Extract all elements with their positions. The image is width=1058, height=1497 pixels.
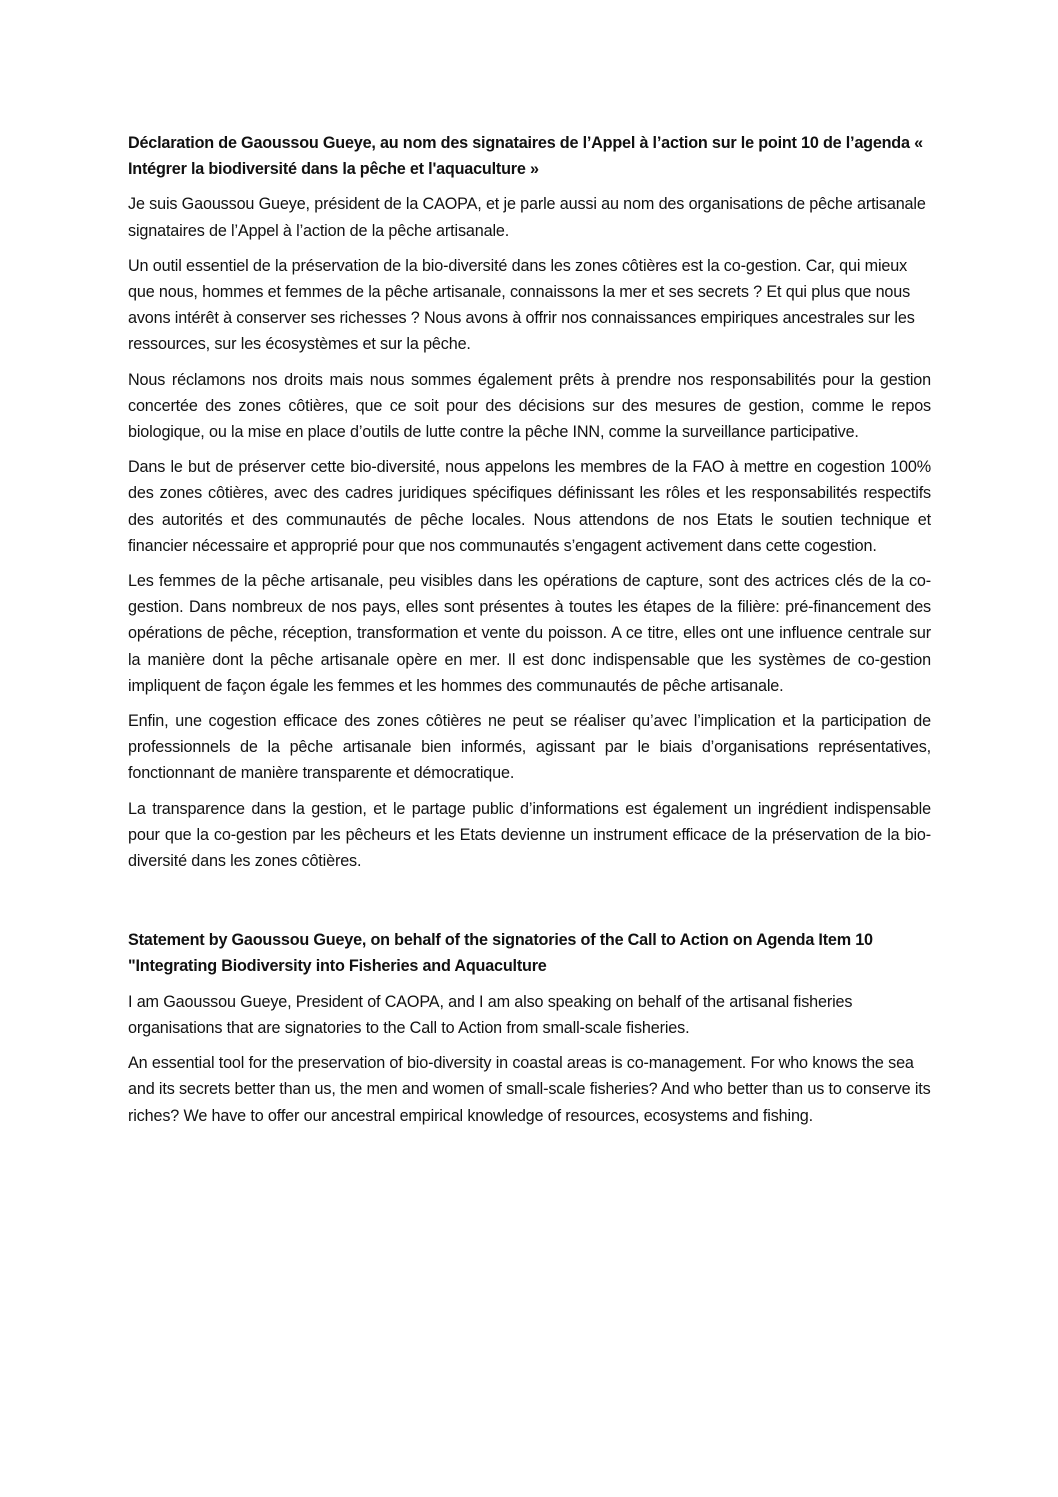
french-paragraph-7: La transparence dans la gestion, et le partage public d’informations est également un ingrédient indispensable pour que la co-gestion par les pêcheurs et les Etats devienne un instrument efficace de la préservation de la bio-diversité dans les zones côtières.: [128, 799, 931, 871]
french-paragraph-6: Enfin, une cogestion efficace des zones côtières ne peut se réaliser qu’avec l’implication et la participation de professionnels de la pêche artisanale bien informés, agissant par le biais d’organisations représentatives, fonctionnant de manière transparente et démocratique.: [128, 712, 931, 783]
french-paragraph-3: Nous réclamons nos droits mais nous sommes également prêts à prendre nos responsabilités pour la gestion concertée des zones côtières, que ce soit pour des décisions sur des mesures de gestion, comme le repos biologique, ou la mise en place d’outils de lutte contre la pêche INN, comme la surveillance participative.: [128, 370, 931, 442]
french-paragraph-2: Un outil essentiel de la préservation de la bio-diversité dans les zones côtières est la co-gestion. Car, qui mieux que nous, hommes et femmes de la pêche artisanale, connaissons la mer et ses secrets ? Et qui plus que nous avons intérêt à conserver ses richesses ? Nous avons à offrir nos connaissances empiriques ancestrales sur les ressources, sur les écosystèmes et sur la pêche.: [128, 256, 915, 354]
section-spacer: [128, 883, 931, 927]
french-paragraph-5: Les femmes de la pêche artisanale, peu visibles dans les opérations de capture, sont des actrices clés de la co-gestion. Dans nombreux de nos pays, elles sont présentes à toutes les étapes de la filière: pré-financement des opérations de pêche, réception, transformation et vente du poisson. A ce titre, elles ont une influence centrale sur la manière dont la pêche artisanale opère en mer. Il est donc indispensable que les systèmes de co-gestion impliquent de façon égale les femmes et les hommes des communautés de pêche artisanale.: [128, 572, 931, 695]
english-paragraph-1: I am Gaoussou Gueye, President of CAOPA, and I am also speaking on behalf of the artisanal fisheries organisations that are signatories to the Call to Action from small-scale fisheries.: [128, 992, 853, 1037]
french-heading: Déclaration de Gaoussou Gueye, au nom des signataires de l’Appel à l’action sur le point 10 de l’agenda « Intégrer la biodiversité dans la pêche et l'aquaculture »: [128, 134, 923, 179]
english-paragraph-2: An essential tool for the preservation of bio-diversity in coastal areas is co-management. For who knows the sea and its secrets better than us, the men and women of small-scale fisheries? And who better than us to conserve its riches? We have to offer our ancestral empirical knowledge of resources, ecosystems and fishing.: [128, 1054, 931, 1125]
french-paragraph-1: Je suis Gaoussou Gueye, président de la CAOPA, et je parle aussi au nom des organisations de pêche artisanale signataires de l’Appel à l’action de la pêche artisanale.: [128, 195, 926, 240]
english-heading: Statement by Gaoussou Gueye, on behalf of the signatories of the Call to Action on Agenda Item 10 "Integrating Biodiversity into Fisheries and Aquaculture: [128, 931, 873, 976]
french-paragraph-4: Dans le but de préserver cette bio-diversité, nous appelons les membres de la FAO à mettre en cogestion 100% des zones côtières, avec des cadres juridiques spécifiques définissant les rôles et les responsabilités respectifs des autorités et des communautés de pêche locales. Nous attendons de nos Etats le soutien technique et financier nécessaire et approprié pour que nos communautés s’engagent activement dans cette cogestion.: [128, 458, 931, 555]
document-page: [128, 130, 931, 1138]
